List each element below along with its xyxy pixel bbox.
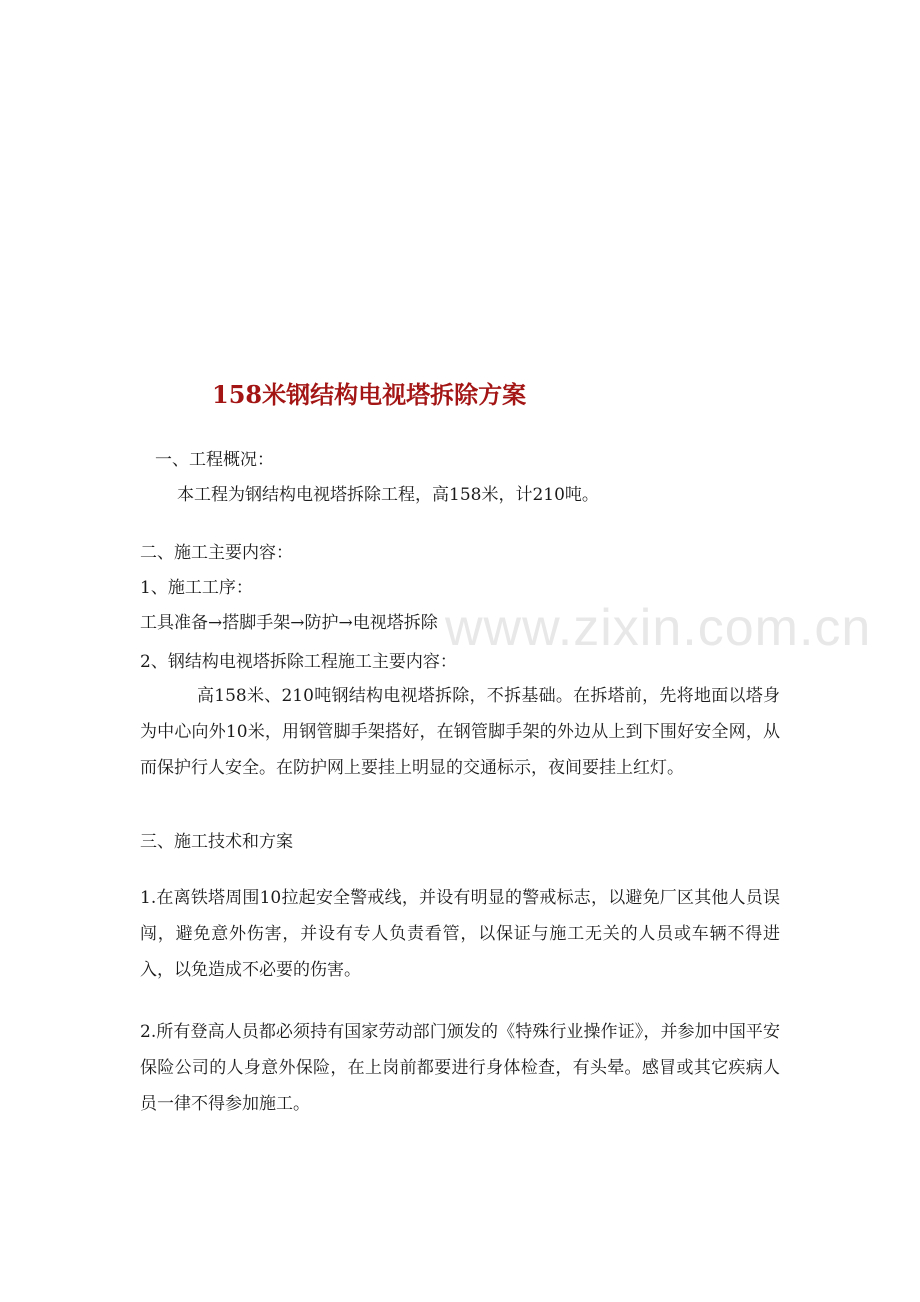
section-2-subheading-1: 1、施工工序： (140, 578, 253, 598)
section-3-heading: 三、施工技术和方案 (140, 832, 293, 852)
section-2-body: 高158米、210吨钢结构电视塔拆除，不拆基础。在拆塔前，先将地面以塔身为中心向外10米，用钢管脚手架搭好，在钢管脚手架的外边从上到下围好安全网，从而保护行人安全。在防护网上要挂上明显的交通标示，夜间要挂上红灯。 (140, 686, 780, 778)
section-1-body: 本工程为钢结构电视塔拆除工程，高158米，计210吨。 (177, 485, 599, 505)
process-flow: 工具准备→搭脚手架→防护→电视塔拆除 (140, 613, 438, 633)
section-2-heading: 二、施工主要内容： (140, 543, 293, 563)
section-2-subheading-2: 2、钢结构电视塔拆除工程施工主要内容： (140, 652, 457, 672)
section-3-item-1: 1.在离铁塔周围10拉起安全警戒线，并设有明显的警戒标志，以避免厂区其他人员误闯，避免意外伤害，并设有专人负责看管，以保证与施工无关的人员或车辆不得进入，以免造成不必要的伤害。 (140, 888, 780, 980)
section-3-item-2: 2.所有登高人员都必须持有国家劳动部门颁发的《特殊行业操作证》，并参加中国平安保险公司的人身意外保险，在上岗前都要进行身体检查，有头晕。感冒或其它疾病人员一律不得参加施工。 (140, 1022, 780, 1114)
watermark: www.zixin.com.cn (445, 599, 872, 657)
section-1-heading: 一、工程概况： (155, 450, 274, 470)
document-title: 158米钢结构电视塔拆除方案 (212, 380, 527, 409)
